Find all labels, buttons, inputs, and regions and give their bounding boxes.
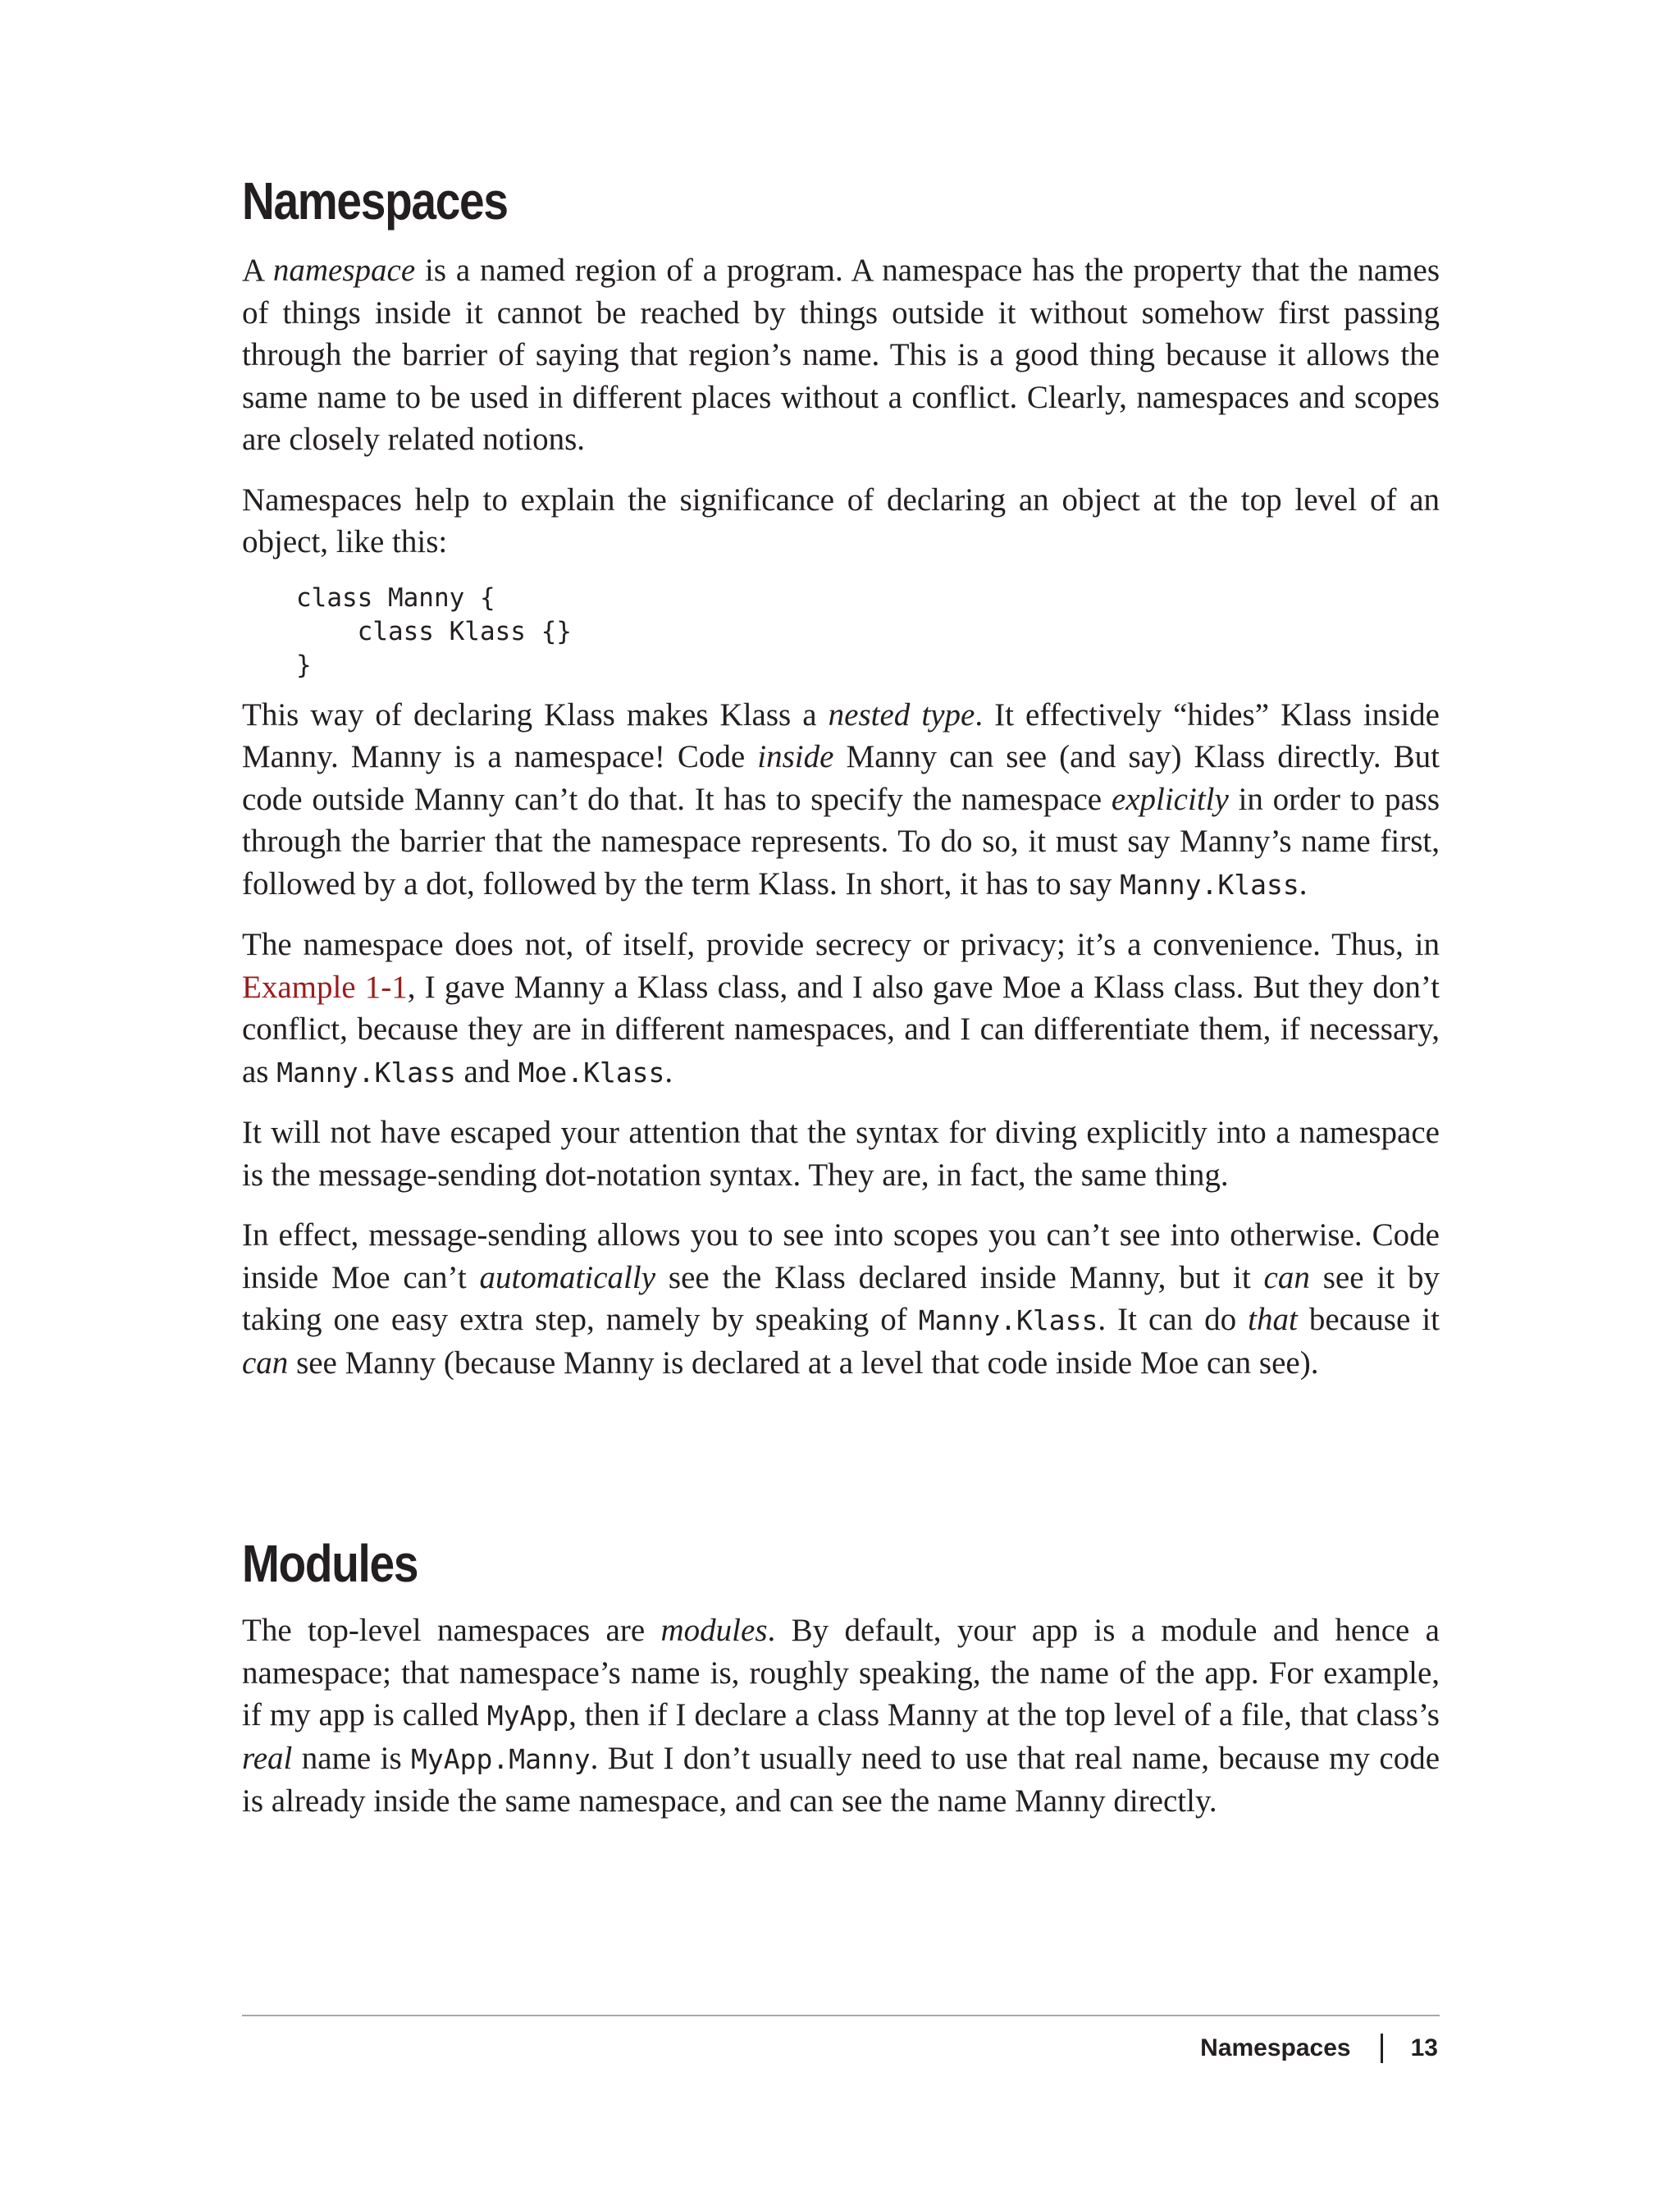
footer-separator	[1381, 2034, 1383, 2063]
section-namespaces	[242, 168, 1440, 1384]
page-number: 13	[1410, 2034, 1438, 2061]
footer-section-title: Namespaces	[1200, 2034, 1351, 2061]
paragraph-namespace-definition: A namespace is a named region of a program. A namespace has the property that the names of things inside it cannot be reached by things outside it without somehow first passing through the barrier of saying that region’s name. This is a good thing because it allows the same name to be used in different places without a conflict. Clearly, namespaces and scopes are closely related notions.	[242, 253, 1440, 457]
paragraph-nested-type: This way of declaring Klass makes Klass a nested type. It effectively “hides” Klass inside Manny. Manny is a namespace! Code inside Manny can see (and say) Klass directly. But code outside Manny can’t do that. It has to specify the namespace explicitly in order to pass through the barrier that the namespace represents. To do so, it must say Manny’s name first, followed by a dot, followed by the term Klass. In short, it has to say Manny.Klass.	[242, 696, 1440, 902]
section-modules	[242, 1531, 1440, 1823]
page-footer	[1200, 2028, 1438, 2069]
paragraph-message-sending: In effect, message-sending allows you to see into scopes you can’t see into otherwise. Code inside Moe can’t automatically see the Klass declared inside Manny, but it can see it by taking one easy extra step, namely by speaking of Manny.Klass. It can do that because it can see Manny (because Manny is declared at a level that code inside Moe can see).	[242, 1217, 1440, 1381]
example-1-1-link[interactable]: Example 1-1	[242, 969, 408, 1005]
heading-modules: Modules	[242, 1534, 418, 1593]
footer-rule	[242, 2015, 1440, 2016]
paragraph-dot-notation: It will not have escaped your attention that the syntax for diving explicitly into a namespace is the message-sending dot-notation syntax. They are, in fact, the same thing.	[242, 1115, 1440, 1193]
paragraph-secrecy: The namespace does not, of itself, provide secrecy or privacy; it’s a convenience. Thus, in Example 1-1, I gave Manny a Klass class, and I also gave Moe a Klass class. But they don’t conflict, because they are in different namespaces, and I can differentiate them, if necessary, as Manny.Klass and Moe.Klass.	[242, 927, 1440, 1089]
paragraph-top-level-object: Namespaces help to explain the significance of declaring an object at the top level of an object, like this:	[242, 482, 1440, 559]
heading-namespaces: Namespaces	[242, 171, 508, 231]
code-block-manny: class Manny { class Klass {} }	[296, 582, 572, 680]
paragraph-modules: The top-level namespaces are modules. By default, your app is a module and hence a namespace; that namespace’s name is, roughly speaking, the name of the app. For example, if my app is called MyApp, then if I declare a class Manny at the top level of a file, that class’s real name is MyApp.Manny. But I don’t usually need to use that real name, because my code is already inside the same namespace, and can see the name Manny directly.	[242, 1613, 1440, 1819]
